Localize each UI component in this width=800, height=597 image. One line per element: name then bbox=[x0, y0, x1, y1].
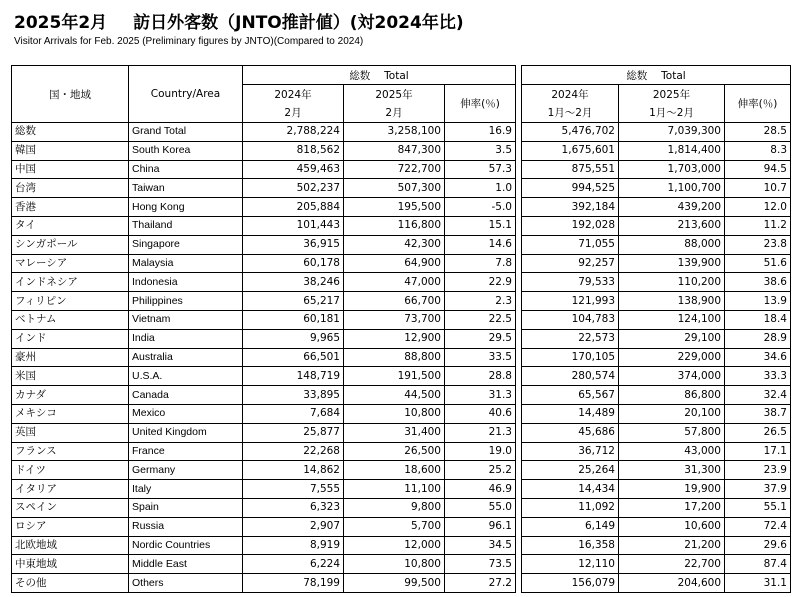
feb-2025-count: 116,800 bbox=[344, 216, 445, 235]
feb-2024-count: 38,246 bbox=[243, 273, 344, 292]
header-c2024-year: 2024年 bbox=[522, 85, 619, 104]
feb-growth-rate: 25.2 bbox=[445, 461, 516, 480]
jan-feb-2024-count: 45,686 bbox=[522, 423, 619, 442]
feb-growth-rate: 19.0 bbox=[445, 442, 516, 461]
feb-2024-count: 7,555 bbox=[243, 480, 344, 499]
header-monthly-group: 総数 Total bbox=[243, 66, 516, 85]
region-name-jp: タイ bbox=[12, 216, 129, 235]
feb-2025-count: 10,800 bbox=[344, 404, 445, 423]
jan-feb-2024-count: 104,783 bbox=[522, 310, 619, 329]
feb-growth-rate: 7.8 bbox=[445, 254, 516, 273]
jan-feb-growth-rate: 38.6 bbox=[725, 273, 791, 292]
jan-feb-2025-count: 19,900 bbox=[619, 480, 725, 499]
jan-feb-2024-count: 192,028 bbox=[522, 216, 619, 235]
feb-2024-count: 65,217 bbox=[243, 292, 344, 311]
region-name-jp: カナダ bbox=[12, 386, 129, 405]
table-row bbox=[12, 292, 791, 311]
table-row bbox=[12, 123, 791, 142]
region-name-en: China bbox=[129, 160, 243, 179]
feb-2025-count: 3,258,100 bbox=[344, 123, 445, 142]
jan-feb-growth-rate: 23.8 bbox=[725, 235, 791, 254]
jan-feb-growth-rate: 38.7 bbox=[725, 404, 791, 423]
region-name-jp: ロシア bbox=[12, 517, 129, 536]
feb-growth-rate: 28.8 bbox=[445, 367, 516, 386]
table-row bbox=[12, 141, 791, 160]
feb-2025-count: 99,500 bbox=[344, 574, 445, 593]
jan-feb-2024-count: 994,525 bbox=[522, 179, 619, 198]
jan-feb-2024-count: 11,092 bbox=[522, 498, 619, 517]
region-name-en: Russia bbox=[129, 517, 243, 536]
region-name-jp: ベトナム bbox=[12, 310, 129, 329]
region-name-en: Malaysia bbox=[129, 254, 243, 273]
region-name-jp: シンガポール bbox=[12, 235, 129, 254]
page-subtitle: Visitor Arrivals for Feb. 2025 (Preliminary figures by JNTO)(Compared to 2024) bbox=[14, 36, 364, 47]
feb-2025-count: 12,900 bbox=[344, 329, 445, 348]
jan-feb-growth-rate: 32.4 bbox=[725, 386, 791, 405]
jan-feb-2024-count: 280,574 bbox=[522, 367, 619, 386]
feb-growth-rate: 15.1 bbox=[445, 216, 516, 235]
feb-2025-count: 12,000 bbox=[344, 536, 445, 555]
feb-growth-rate: 16.9 bbox=[445, 123, 516, 142]
feb-2024-count: 6,224 bbox=[243, 555, 344, 574]
jan-feb-2024-count: 92,257 bbox=[522, 254, 619, 273]
jan-feb-2025-count: 88,000 bbox=[619, 235, 725, 254]
feb-growth-rate: 33.5 bbox=[445, 348, 516, 367]
table-row bbox=[12, 498, 791, 517]
feb-growth-rate: 22.9 bbox=[445, 273, 516, 292]
feb-growth-rate: 46.9 bbox=[445, 480, 516, 499]
region-name-jp: イタリア bbox=[12, 480, 129, 499]
jan-feb-growth-rate: 23.9 bbox=[725, 461, 791, 480]
jan-feb-growth-rate: 17.1 bbox=[725, 442, 791, 461]
feb-growth-rate: 3.5 bbox=[445, 141, 516, 160]
feb-2025-count: 31,400 bbox=[344, 423, 445, 442]
region-name-jp: フィリピン bbox=[12, 292, 129, 311]
table-row bbox=[12, 348, 791, 367]
table-row bbox=[12, 536, 791, 555]
jan-feb-2025-count: 139,900 bbox=[619, 254, 725, 273]
header-cumulative-group: 総数 Total bbox=[522, 66, 791, 85]
feb-growth-rate: -5.0 bbox=[445, 198, 516, 217]
feb-2025-count: 42,300 bbox=[344, 235, 445, 254]
region-name-en: Italy bbox=[129, 480, 243, 499]
header-region-en: Country/Area bbox=[129, 66, 243, 123]
jan-feb-growth-rate: 94.5 bbox=[725, 160, 791, 179]
region-name-en: United Kingdom bbox=[129, 423, 243, 442]
jan-feb-growth-rate: 72.4 bbox=[725, 517, 791, 536]
header-m2024-year: 2024年 bbox=[243, 85, 344, 104]
region-name-jp: ドイツ bbox=[12, 461, 129, 480]
feb-2025-count: 507,300 bbox=[344, 179, 445, 198]
jan-feb-2025-count: 374,000 bbox=[619, 367, 725, 386]
region-name-en: Hong Kong bbox=[129, 198, 243, 217]
feb-2025-count: 191,500 bbox=[344, 367, 445, 386]
table-row bbox=[12, 423, 791, 442]
feb-growth-rate: 34.5 bbox=[445, 536, 516, 555]
header-c2025-months: 1月～2月 bbox=[619, 104, 725, 123]
table-row bbox=[12, 480, 791, 499]
feb-2025-count: 847,300 bbox=[344, 141, 445, 160]
region-name-en: Mexico bbox=[129, 404, 243, 423]
region-name-jp: 北欧地域 bbox=[12, 536, 129, 555]
region-name-jp: インドネシア bbox=[12, 273, 129, 292]
table-row bbox=[12, 461, 791, 480]
feb-2024-count: 9,965 bbox=[243, 329, 344, 348]
jan-feb-growth-rate: 37.9 bbox=[725, 480, 791, 499]
jan-feb-2025-count: 31,300 bbox=[619, 461, 725, 480]
title-main: 訪日外客数（JNTO推計値）(対2024年比) bbox=[133, 13, 464, 33]
jan-feb-2024-count: 16,358 bbox=[522, 536, 619, 555]
jan-feb-growth-rate: 33.3 bbox=[725, 367, 791, 386]
header-m2025-year: 2025年 bbox=[344, 85, 445, 104]
region-name-jp: 台湾 bbox=[12, 179, 129, 198]
jan-feb-2024-count: 875,551 bbox=[522, 160, 619, 179]
header-monthly-growth: 伸率(％) bbox=[445, 85, 516, 123]
jan-feb-growth-rate: 13.9 bbox=[725, 292, 791, 311]
header-m2025-month: 2月 bbox=[344, 104, 445, 123]
jan-feb-2024-count: 14,489 bbox=[522, 404, 619, 423]
feb-2025-count: 88,800 bbox=[344, 348, 445, 367]
region-name-en: Philippines bbox=[129, 292, 243, 311]
jan-feb-2024-count: 25,264 bbox=[522, 461, 619, 480]
jan-feb-growth-rate: 28.5 bbox=[725, 123, 791, 142]
table-row bbox=[12, 160, 791, 179]
jan-feb-2025-count: 1,100,700 bbox=[619, 179, 725, 198]
region-name-jp: メキシコ bbox=[12, 404, 129, 423]
jan-feb-2025-count: 21,200 bbox=[619, 536, 725, 555]
feb-2024-count: 459,463 bbox=[243, 160, 344, 179]
jan-feb-growth-rate: 18.4 bbox=[725, 310, 791, 329]
visitor-arrivals-table bbox=[11, 65, 791, 593]
table-row bbox=[12, 273, 791, 292]
region-name-en: Thailand bbox=[129, 216, 243, 235]
feb-2024-count: 25,877 bbox=[243, 423, 344, 442]
region-name-en: Taiwan bbox=[129, 179, 243, 198]
feb-growth-rate: 96.1 bbox=[445, 517, 516, 536]
jan-feb-2024-count: 392,184 bbox=[522, 198, 619, 217]
jan-feb-growth-rate: 28.9 bbox=[725, 329, 791, 348]
feb-2025-count: 195,500 bbox=[344, 198, 445, 217]
table-row bbox=[12, 310, 791, 329]
jan-feb-2024-count: 65,567 bbox=[522, 386, 619, 405]
table-row bbox=[12, 386, 791, 405]
header-cumulative-growth: 伸率(％) bbox=[725, 85, 791, 123]
feb-2024-count: 78,199 bbox=[243, 574, 344, 593]
feb-growth-rate: 31.3 bbox=[445, 386, 516, 405]
feb-growth-rate: 40.6 bbox=[445, 404, 516, 423]
jan-feb-2025-count: 213,600 bbox=[619, 216, 725, 235]
region-name-jp: マレーシア bbox=[12, 254, 129, 273]
feb-growth-rate: 73.5 bbox=[445, 555, 516, 574]
table-row bbox=[12, 179, 791, 198]
feb-2025-count: 64,900 bbox=[344, 254, 445, 273]
region-name-en: Indonesia bbox=[129, 273, 243, 292]
jan-feb-growth-rate: 51.6 bbox=[725, 254, 791, 273]
region-name-en: Germany bbox=[129, 461, 243, 480]
jan-feb-2024-count: 12,110 bbox=[522, 555, 619, 574]
region-name-jp: スペイン bbox=[12, 498, 129, 517]
jan-feb-2025-count: 1,814,400 bbox=[619, 141, 725, 160]
region-name-en: Nordic Countries bbox=[129, 536, 243, 555]
feb-2024-count: 148,719 bbox=[243, 367, 344, 386]
table-row bbox=[12, 367, 791, 386]
feb-2024-count: 2,907 bbox=[243, 517, 344, 536]
jan-feb-2025-count: 29,100 bbox=[619, 329, 725, 348]
jan-feb-2025-count: 138,900 bbox=[619, 292, 725, 311]
jan-feb-growth-rate: 26.5 bbox=[725, 423, 791, 442]
jan-feb-growth-rate: 34.6 bbox=[725, 348, 791, 367]
region-name-jp: 韓国 bbox=[12, 141, 129, 160]
jan-feb-2024-count: 170,105 bbox=[522, 348, 619, 367]
feb-2025-count: 5,700 bbox=[344, 517, 445, 536]
table-row bbox=[12, 254, 791, 273]
jan-feb-2025-count: 439,200 bbox=[619, 198, 725, 217]
feb-growth-rate: 21.3 bbox=[445, 423, 516, 442]
feb-2024-count: 36,915 bbox=[243, 235, 344, 254]
table-row bbox=[12, 442, 791, 461]
title-period: 2025年2月 bbox=[14, 13, 108, 33]
region-name-jp: フランス bbox=[12, 442, 129, 461]
region-name-en: Australia bbox=[129, 348, 243, 367]
table-row bbox=[12, 198, 791, 217]
jan-feb-2024-count: 121,993 bbox=[522, 292, 619, 311]
region-name-en: South Korea bbox=[129, 141, 243, 160]
jan-feb-2025-count: 20,100 bbox=[619, 404, 725, 423]
jan-feb-2025-count: 229,000 bbox=[619, 348, 725, 367]
region-name-en: U.S.A. bbox=[129, 367, 243, 386]
jan-feb-2024-count: 22,573 bbox=[522, 329, 619, 348]
jan-feb-2024-count: 14,434 bbox=[522, 480, 619, 499]
table-row bbox=[12, 404, 791, 423]
feb-2024-count: 8,919 bbox=[243, 536, 344, 555]
table-row bbox=[12, 574, 791, 593]
jan-feb-2025-count: 1,703,000 bbox=[619, 160, 725, 179]
feb-2025-count: 26,500 bbox=[344, 442, 445, 461]
region-name-jp: インド bbox=[12, 329, 129, 348]
feb-2024-count: 502,237 bbox=[243, 179, 344, 198]
feb-2024-count: 14,862 bbox=[243, 461, 344, 480]
region-name-jp: その他 bbox=[12, 574, 129, 593]
feb-2025-count: 11,100 bbox=[344, 480, 445, 499]
jan-feb-2025-count: 7,039,300 bbox=[619, 123, 725, 142]
region-name-en: Vietnam bbox=[129, 310, 243, 329]
region-name-en: Grand Total bbox=[129, 123, 243, 142]
table-row bbox=[12, 235, 791, 254]
feb-growth-rate: 22.5 bbox=[445, 310, 516, 329]
feb-2025-count: 18,600 bbox=[344, 461, 445, 480]
region-name-en: India bbox=[129, 329, 243, 348]
feb-2024-count: 2,788,224 bbox=[243, 123, 344, 142]
region-name-jp: 中国 bbox=[12, 160, 129, 179]
jan-feb-2024-count: 1,675,601 bbox=[522, 141, 619, 160]
jan-feb-2024-count: 156,079 bbox=[522, 574, 619, 593]
feb-2024-count: 205,884 bbox=[243, 198, 344, 217]
feb-growth-rate: 29.5 bbox=[445, 329, 516, 348]
header-m2024-month: 2月 bbox=[243, 104, 344, 123]
jan-feb-2024-count: 79,533 bbox=[522, 273, 619, 292]
feb-2024-count: 818,562 bbox=[243, 141, 344, 160]
jan-feb-growth-rate: 8.3 bbox=[725, 141, 791, 160]
feb-2025-count: 10,800 bbox=[344, 555, 445, 574]
region-name-jp: 中東地域 bbox=[12, 555, 129, 574]
region-name-jp: 米国 bbox=[12, 367, 129, 386]
region-name-en: Middle East bbox=[129, 555, 243, 574]
feb-2024-count: 33,895 bbox=[243, 386, 344, 405]
feb-2025-count: 73,700 bbox=[344, 310, 445, 329]
jan-feb-2025-count: 17,200 bbox=[619, 498, 725, 517]
header-c2024-months: 1月～2月 bbox=[522, 104, 619, 123]
region-name-jp: 豪州 bbox=[12, 348, 129, 367]
feb-2024-count: 101,443 bbox=[243, 216, 344, 235]
feb-growth-rate: 57.3 bbox=[445, 160, 516, 179]
feb-2024-count: 22,268 bbox=[243, 442, 344, 461]
jan-feb-2025-count: 86,800 bbox=[619, 386, 725, 405]
jan-feb-growth-rate: 12.0 bbox=[725, 198, 791, 217]
feb-2024-count: 60,178 bbox=[243, 254, 344, 273]
region-name-en: Singapore bbox=[129, 235, 243, 254]
jan-feb-2025-count: 204,600 bbox=[619, 574, 725, 593]
jan-feb-growth-rate: 31.1 bbox=[725, 574, 791, 593]
jan-feb-2025-count: 110,200 bbox=[619, 273, 725, 292]
jan-feb-growth-rate: 87.4 bbox=[725, 555, 791, 574]
feb-growth-rate: 2.3 bbox=[445, 292, 516, 311]
jan-feb-2024-count: 71,055 bbox=[522, 235, 619, 254]
jan-feb-2025-count: 22,700 bbox=[619, 555, 725, 574]
header-c2025-year: 2025年 bbox=[619, 85, 725, 104]
feb-2025-count: 9,800 bbox=[344, 498, 445, 517]
jan-feb-growth-rate: 55.1 bbox=[725, 498, 791, 517]
feb-2024-count: 66,501 bbox=[243, 348, 344, 367]
jan-feb-2025-count: 43,000 bbox=[619, 442, 725, 461]
feb-2025-count: 47,000 bbox=[344, 273, 445, 292]
jan-feb-growth-rate: 29.6 bbox=[725, 536, 791, 555]
page-title bbox=[14, 8, 464, 33]
table-row bbox=[12, 216, 791, 235]
feb-2025-count: 44,500 bbox=[344, 386, 445, 405]
feb-2025-count: 66,700 bbox=[344, 292, 445, 311]
feb-2025-count: 722,700 bbox=[344, 160, 445, 179]
region-name-jp: 総数 bbox=[12, 123, 129, 142]
region-name-jp: 香港 bbox=[12, 198, 129, 217]
header-region-jp: 国・地域 bbox=[12, 66, 129, 123]
jan-feb-2025-count: 57,800 bbox=[619, 423, 725, 442]
region-name-en: Spain bbox=[129, 498, 243, 517]
feb-growth-rate: 1.0 bbox=[445, 179, 516, 198]
feb-growth-rate: 14.6 bbox=[445, 235, 516, 254]
region-name-en: France bbox=[129, 442, 243, 461]
table-row bbox=[12, 517, 791, 536]
table-row bbox=[12, 329, 791, 348]
jan-feb-growth-rate: 11.2 bbox=[725, 216, 791, 235]
region-name-en: Others bbox=[129, 574, 243, 593]
jan-feb-growth-rate: 10.7 bbox=[725, 179, 791, 198]
region-name-jp: 英国 bbox=[12, 423, 129, 442]
jan-feb-2025-count: 124,100 bbox=[619, 310, 725, 329]
jan-feb-2024-count: 5,476,702 bbox=[522, 123, 619, 142]
jan-feb-2024-count: 36,712 bbox=[522, 442, 619, 461]
feb-2024-count: 60,181 bbox=[243, 310, 344, 329]
jan-feb-2024-count: 6,149 bbox=[522, 517, 619, 536]
feb-growth-rate: 55.0 bbox=[445, 498, 516, 517]
region-name-en: Canada bbox=[129, 386, 243, 405]
feb-2024-count: 6,323 bbox=[243, 498, 344, 517]
feb-growth-rate: 27.2 bbox=[445, 574, 516, 593]
jan-feb-2025-count: 10,600 bbox=[619, 517, 725, 536]
table-row bbox=[12, 555, 791, 574]
feb-2024-count: 7,684 bbox=[243, 404, 344, 423]
